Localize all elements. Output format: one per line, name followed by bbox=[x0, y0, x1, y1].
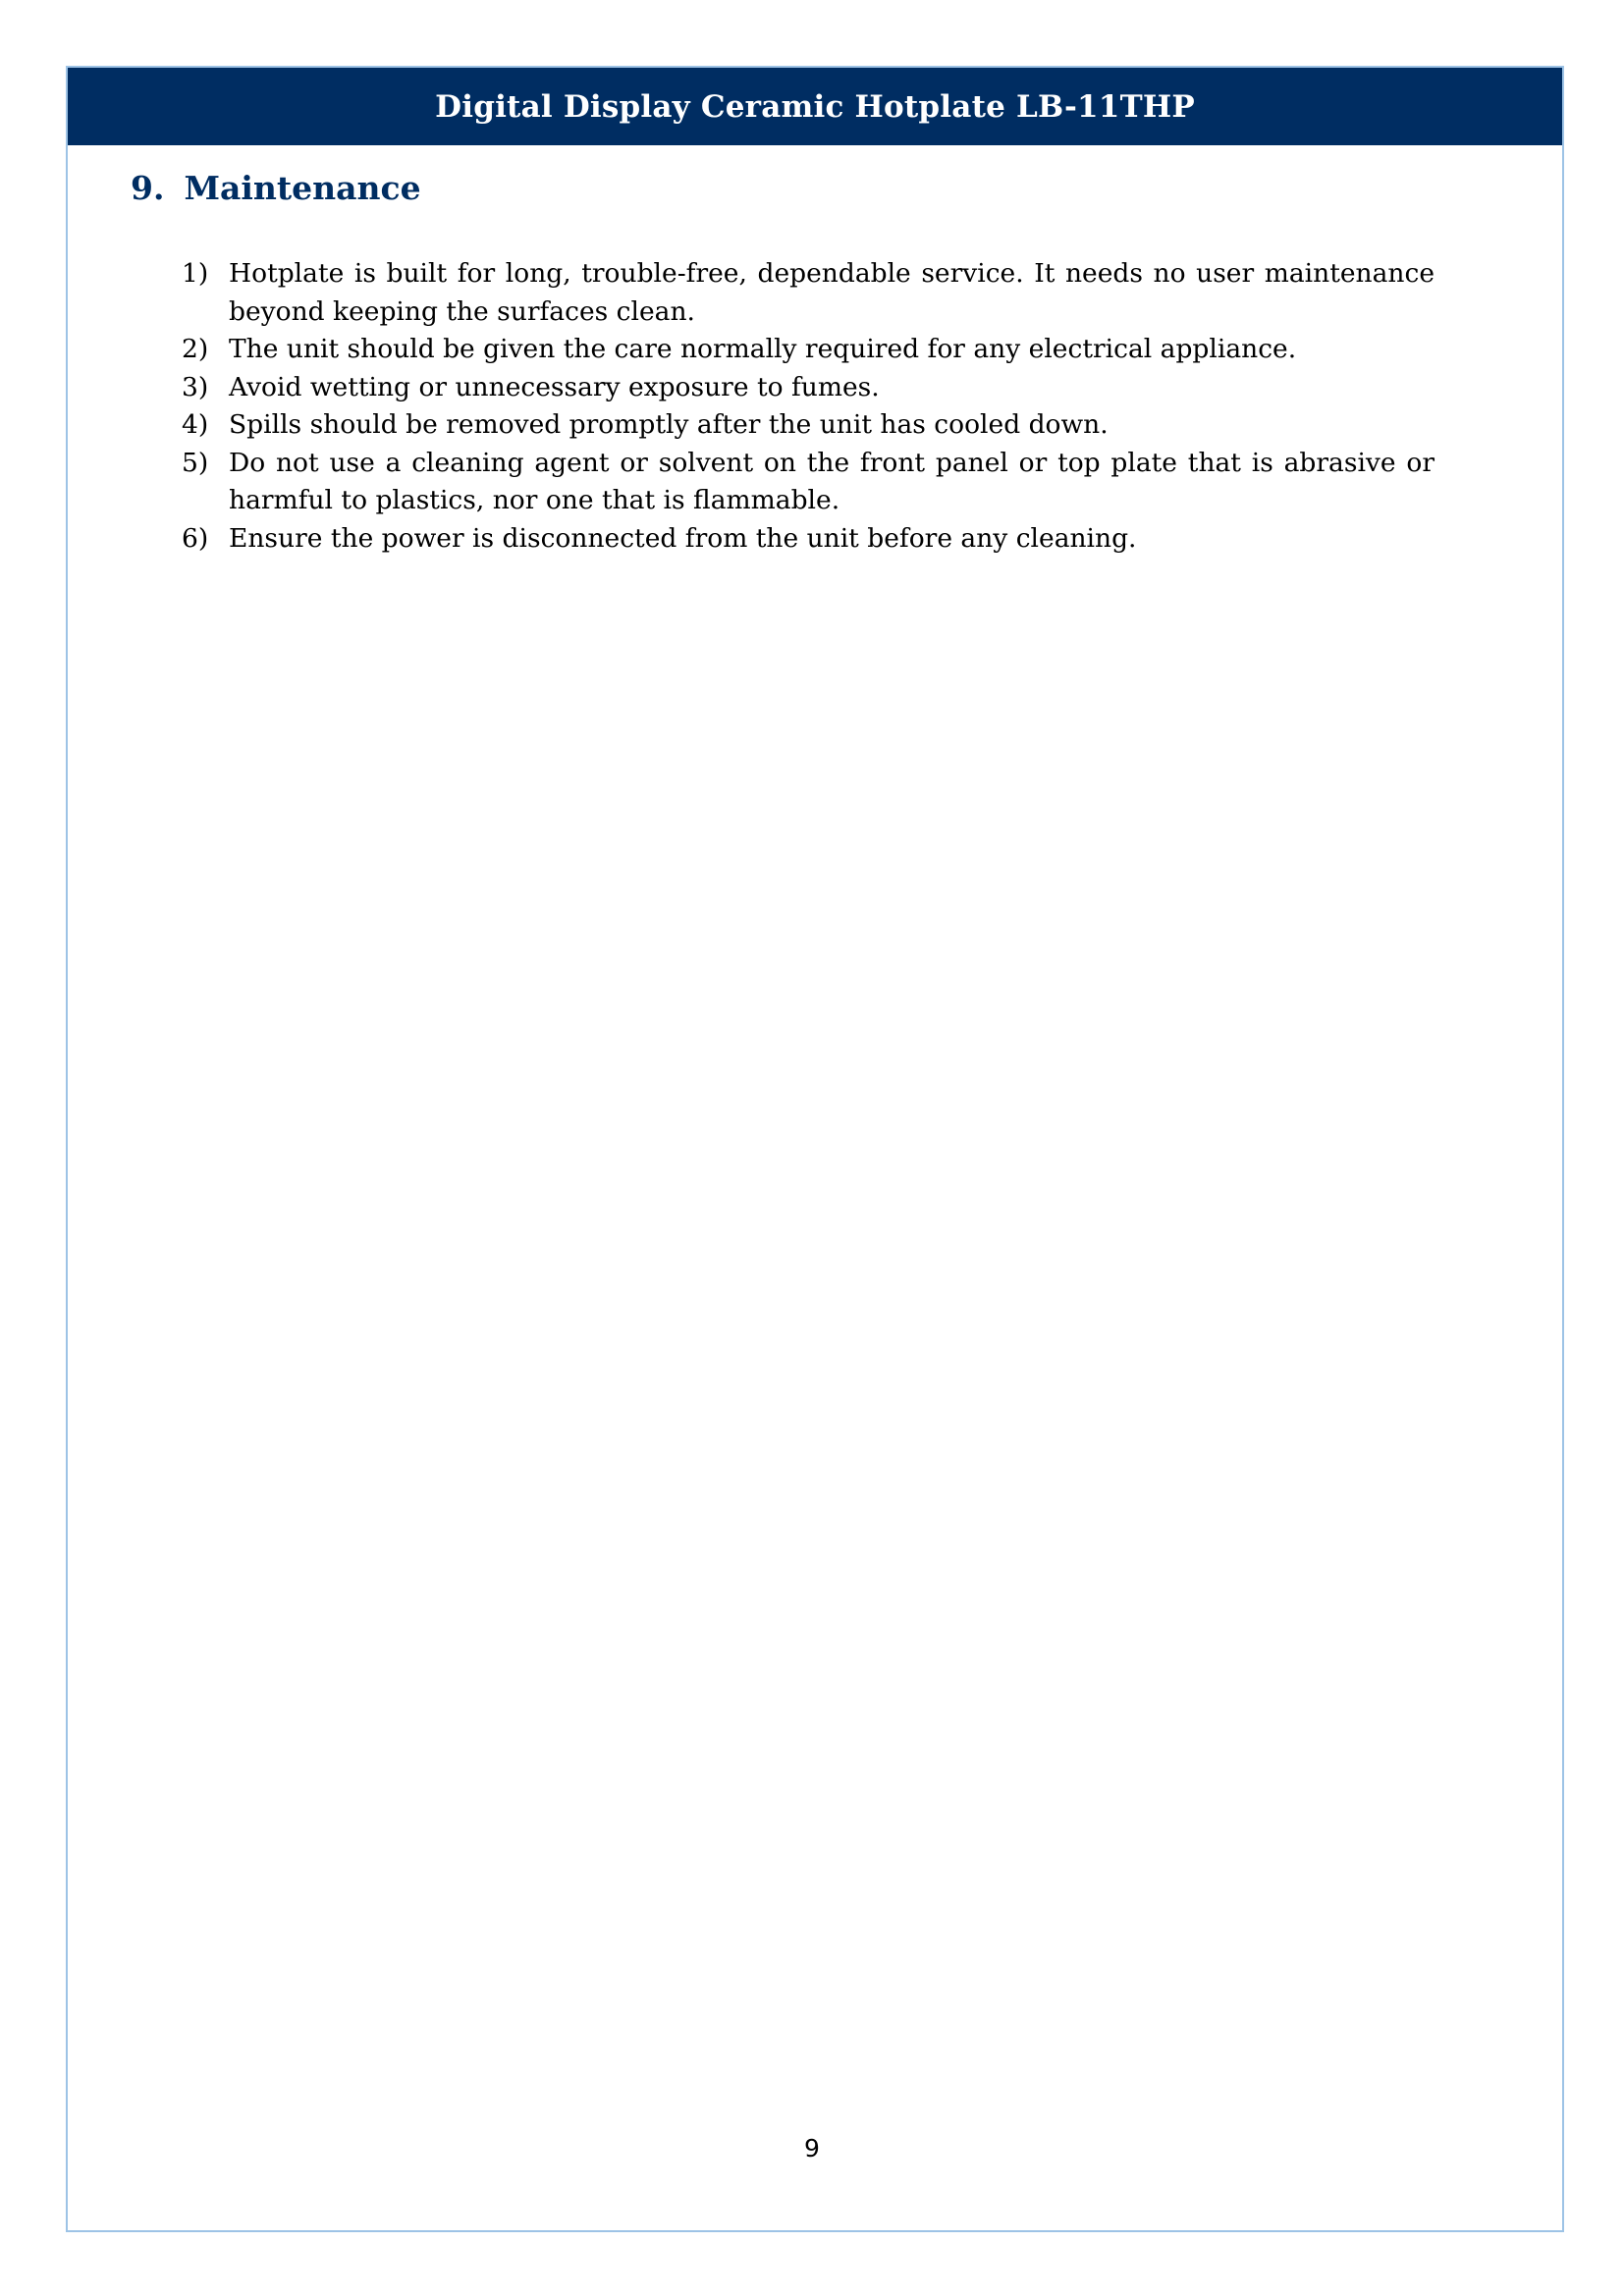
header-bar bbox=[68, 68, 1562, 145]
list-item bbox=[182, 406, 1435, 445]
list-item bbox=[182, 369, 1435, 407]
list-item bbox=[182, 331, 1435, 369]
document-title: Digital Display Ceramic Hotplate LB-11THP bbox=[435, 88, 1195, 125]
maintenance-list bbox=[182, 255, 1435, 558]
list-item-number: 5) bbox=[182, 447, 209, 478]
list-item-number: 6) bbox=[182, 522, 209, 554]
list-item bbox=[182, 255, 1435, 331]
list-item-number: 3) bbox=[182, 371, 209, 402]
list-item-text: Ensure the power is disconnected from the unit before any cleaning. bbox=[229, 522, 1137, 554]
list-item-text: The unit should be given the care normally required for any electrical appliance. bbox=[229, 334, 1297, 364]
list-item-number: 2) bbox=[182, 334, 209, 364]
list-item bbox=[182, 445, 1435, 520]
section-number: 9. bbox=[131, 169, 165, 207]
list-item-text: Hotplate is built for long, trouble-free, dependable service. It needs no user maintenance beyond keeping the surfaces clean. bbox=[229, 258, 1435, 327]
section-heading bbox=[131, 169, 421, 207]
list-item bbox=[182, 520, 1435, 559]
page-number: 9 bbox=[804, 2134, 820, 2163]
list-item-text: Spills should be removed promptly after the unit has cooled down. bbox=[229, 409, 1109, 440]
list-item-number: 4) bbox=[182, 409, 209, 440]
list-item-text: Do not use a cleaning agent or solvent on the front panel or top plate that is abrasive or harmful to plastics, nor one that is flammable. bbox=[229, 447, 1435, 515]
section-title: Maintenance bbox=[184, 169, 421, 207]
list-item-number: 1) bbox=[182, 258, 209, 289]
list-item-text: Avoid wetting or unnecessary exposure to fumes. bbox=[229, 371, 880, 402]
